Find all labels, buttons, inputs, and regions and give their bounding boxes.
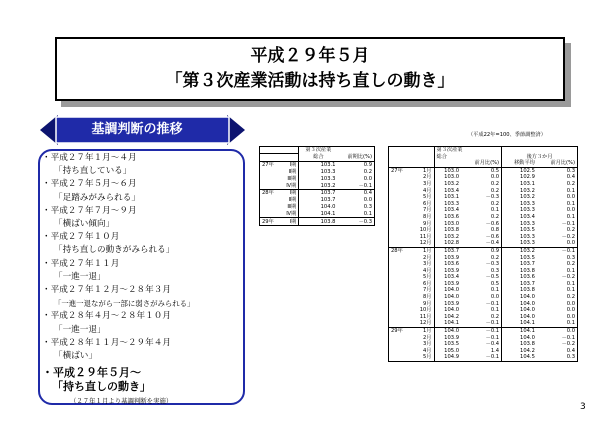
monthly-row	[389, 307, 578, 314]
assessment-period: ・平成２７年１月～４月	[42, 153, 137, 163]
row-year	[389, 268, 412, 275]
row-moving-average-change: 0.4	[566, 174, 575, 181]
row-change: 0.1	[490, 287, 500, 294]
unit-note: （平成22年=100、季節調整済）	[468, 132, 546, 138]
row-change: －0.1	[485, 300, 500, 307]
row-change: 0.0	[490, 174, 500, 181]
row-moving-average-change: －0.2	[561, 233, 575, 240]
row-value: 103.7	[299, 197, 338, 204]
row-change: 0.0	[363, 197, 372, 204]
row-quarter: Ⅳ期	[286, 182, 297, 189]
row-moving-average: 103.7	[502, 261, 537, 268]
row-moving-average: 104.0	[502, 307, 537, 314]
row-month: 9月	[423, 300, 432, 307]
row-value: 103.2	[434, 234, 461, 241]
assessment-period: ・平成２８年４月～２８年１０月	[42, 311, 171, 322]
row-year	[389, 274, 412, 281]
big-header-avg: 後方３か月	[502, 154, 578, 161]
quarterly-row	[260, 211, 375, 218]
row-change: 0.2	[490, 313, 500, 320]
monthly-row	[389, 341, 578, 348]
row-change: －0.6	[485, 233, 500, 240]
row-moving-average-change: 0.1	[566, 280, 575, 287]
monthly-row	[389, 181, 578, 188]
monthly-row	[389, 247, 578, 254]
small-header-name: 第３次産業	[299, 147, 338, 154]
row-month: 4月	[423, 187, 432, 194]
row-moving-average: 104.0	[502, 301, 537, 308]
row-moving-average-change: 0.1	[566, 320, 575, 327]
row-month: 1月	[411, 247, 434, 254]
monthly-row	[389, 294, 578, 301]
row-change: 0.0	[363, 175, 372, 182]
row-moving-average: 103.8	[502, 341, 537, 348]
row-value: 103.0	[434, 167, 461, 174]
row-moving-average: 103.5	[502, 255, 537, 262]
quarterly-row	[260, 204, 375, 211]
row-year	[389, 294, 412, 301]
row-moving-average: 102.9	[502, 174, 537, 181]
row-value: 104.1	[434, 320, 461, 327]
row-year	[389, 314, 412, 321]
row-moving-average-change: 0.4	[566, 347, 575, 354]
row-change: 0.2	[490, 180, 500, 187]
row-value: 105.0	[434, 348, 461, 355]
row-moving-average: 103.1	[502, 181, 537, 188]
row-moving-average-change: 0.2	[566, 261, 575, 268]
monthly-row	[389, 354, 578, 361]
row-month: 2月	[423, 174, 432, 181]
monthly-row	[389, 314, 578, 321]
row-year	[389, 281, 412, 288]
row-month: 3月	[423, 180, 432, 187]
row-year	[260, 176, 281, 183]
monthly-row	[389, 201, 578, 208]
small-header-change: 前期比(%)	[337, 154, 374, 162]
quarterly-table	[259, 146, 375, 226]
row-change: 0.2	[490, 254, 500, 261]
row-quarter: Ⅱ期	[288, 168, 297, 175]
assessment-judgment: 「横ばい」	[54, 351, 97, 362]
row-month: 11月	[419, 233, 432, 240]
monthly-row	[389, 174, 578, 181]
row-value: 104.9	[434, 354, 461, 361]
monthly-table	[388, 146, 578, 362]
quarterly-row	[260, 182, 375, 189]
row-month: 11月	[419, 313, 432, 320]
row-moving-average-change: －0.2	[561, 341, 575, 348]
title-line-2: 「第３次産業活動は持ち直しの動き」	[165, 71, 455, 91]
row-value: 103.4	[434, 274, 461, 281]
row-change: 0.8	[490, 227, 500, 234]
row-value: 103.7	[434, 247, 461, 254]
row-moving-average: 103.2	[502, 247, 537, 254]
current-judgment: 「持ち直しの動き」	[52, 380, 151, 394]
row-change: －0.1	[485, 354, 500, 361]
monthly-row	[389, 227, 578, 234]
assessment-judgment: 「一進一退」	[54, 324, 106, 335]
row-value: 104.1	[299, 211, 338, 218]
row-value: 103.1	[434, 194, 461, 201]
row-moving-average-change: 0.1	[566, 267, 575, 274]
row-moving-average: 104.1	[502, 320, 537, 327]
row-moving-average: 104.0	[502, 335, 537, 342]
assessment-period: ・平成２７年１０月	[42, 232, 120, 243]
row-year	[389, 261, 412, 268]
row-year	[389, 341, 412, 348]
row-change: －0.4	[485, 240, 500, 247]
row-change: －0.1	[485, 320, 500, 327]
row-value: 103.5	[434, 341, 461, 348]
row-change: 0.4	[337, 190, 374, 197]
row-value: 103.7	[299, 190, 338, 197]
row-year: 28年	[260, 190, 281, 197]
assessment-period: ・平成２７年１２月～２８年３月	[42, 285, 171, 296]
big-header-change: 前月比(%)	[461, 160, 502, 167]
row-moving-average: 102.5	[502, 167, 537, 174]
monthly-row	[389, 335, 578, 342]
row-moving-average-change: 0.1	[566, 200, 575, 207]
row-moving-average-change: 0.0	[566, 194, 575, 201]
big-header-sub: 総合	[434, 154, 502, 161]
row-year	[389, 307, 412, 314]
row-moving-average: 103.3	[502, 234, 537, 241]
row-month: 6月	[423, 200, 432, 207]
row-value: 103.9	[434, 255, 461, 262]
title-box	[55, 37, 565, 101]
monthly-row	[389, 167, 578, 174]
row-value: 103.9	[434, 268, 461, 275]
row-change: 0.2	[363, 168, 372, 175]
quarterly-row	[260, 162, 375, 169]
row-month: 5月	[423, 194, 432, 201]
row-value: 103.6	[434, 214, 461, 221]
row-change: 0.5	[490, 167, 500, 174]
row-quarter: Ⅳ期	[286, 210, 297, 217]
row-change: 0.1	[363, 210, 372, 217]
monthly-row	[389, 274, 578, 281]
row-month: 2月	[423, 334, 432, 341]
row-year	[260, 182, 281, 189]
row-change: －0.1	[485, 334, 500, 341]
row-change: 0.2	[490, 200, 500, 207]
row-year	[389, 354, 412, 361]
row-year	[260, 197, 281, 204]
row-value: 104.0	[299, 204, 338, 211]
row-moving-average-change: 0.3	[566, 354, 575, 361]
title-line-1: 平成２９年５月	[250, 46, 370, 66]
assessment-period: ・平成２７年１１月	[42, 258, 120, 269]
row-quarter: Ⅰ期	[289, 162, 297, 169]
row-year	[389, 174, 412, 181]
row-moving-average-change: 0.0	[566, 313, 575, 320]
row-moving-average-change: 0.3	[566, 254, 575, 261]
row-value: 103.3	[299, 169, 338, 176]
row-moving-average-change: 0.0	[566, 300, 575, 307]
row-year: 29年	[260, 218, 281, 226]
row-change: －0.3	[485, 194, 500, 201]
row-change: 0.2	[490, 187, 500, 194]
row-value: 104.0	[434, 307, 461, 314]
row-moving-average-change: 0.2	[566, 180, 575, 187]
row-month: 1月	[411, 328, 434, 335]
row-value: 103.6	[434, 261, 461, 268]
row-quarter: Ⅰ期	[280, 190, 298, 197]
row-change: －0.3	[485, 261, 500, 268]
row-moving-average-change: 0.0	[537, 328, 578, 335]
row-change: 0.2	[490, 213, 500, 220]
big-header-name: 第３次産業	[434, 147, 502, 154]
row-value: 103.4	[434, 188, 461, 195]
monthly-row	[389, 255, 578, 262]
row-change: 0.3	[490, 267, 500, 274]
monthly-row	[389, 188, 578, 195]
row-value: 103.9	[434, 335, 461, 342]
row-month: 1月	[423, 167, 432, 174]
row-year	[260, 169, 281, 176]
row-month: 6月	[423, 280, 432, 287]
row-year: 27年	[391, 167, 403, 174]
row-quarter: Ⅱ期	[288, 197, 297, 204]
row-moving-average-change: 0.3	[566, 167, 575, 174]
row-moving-average: 103.8	[502, 268, 537, 275]
row-quarter: Ⅲ期	[287, 203, 297, 210]
row-moving-average: 103.4	[502, 214, 537, 221]
big-header-avg2: 移動平均	[502, 160, 537, 167]
row-month: 7月	[423, 207, 432, 214]
row-year	[389, 188, 412, 195]
row-month: 7月	[423, 287, 432, 294]
row-value: 102.8	[434, 240, 461, 247]
row-year	[389, 227, 412, 234]
row-moving-average-change: 0.0	[566, 240, 575, 247]
row-year	[389, 201, 412, 208]
row-year: 27年	[262, 162, 274, 169]
row-quarter: Ⅰ期	[280, 218, 298, 226]
row-value: 103.3	[299, 176, 338, 183]
row-moving-average-change: 0.1	[566, 213, 575, 220]
monthly-row	[389, 261, 578, 268]
monthly-row	[389, 281, 578, 288]
row-change: －0.1	[461, 328, 502, 335]
row-year	[389, 194, 412, 201]
assessment-judgment: 「持ち直しの動きがみられる」	[54, 245, 175, 256]
row-month: 8月	[423, 294, 432, 301]
assessment-judgment: 「横ばい傾向」	[54, 219, 115, 230]
row-moving-average-change: 0.2	[566, 294, 575, 301]
row-change: 0.3	[363, 203, 372, 210]
row-year	[389, 221, 412, 228]
row-value: 103.8	[299, 218, 338, 226]
row-moving-average: 104.1	[502, 328, 537, 335]
row-month: 4月	[423, 267, 432, 274]
row-moving-average-change: －0.1	[561, 334, 575, 341]
row-moving-average: 103.2	[502, 194, 537, 201]
row-value: 103.3	[434, 201, 461, 208]
monthly-row	[389, 287, 578, 294]
row-moving-average: 103.3	[502, 207, 537, 214]
row-change: －0.5	[485, 274, 500, 281]
row-change: 0.9	[461, 247, 502, 254]
row-moving-average-change: 0.0	[566, 207, 575, 214]
small-header-sub: 総合	[299, 154, 338, 162]
monthly-row	[389, 328, 578, 335]
row-change: 0.9	[363, 162, 372, 169]
assessment-judgment: 「一進一退ながら一部に弱さがみられる」	[54, 299, 195, 309]
row-moving-average: 104.2	[502, 348, 537, 355]
big-header-change2: 前月比(%)	[537, 160, 578, 167]
row-year	[389, 320, 412, 327]
assessment-note: （２７年１月より基調判断を実施）	[70, 397, 173, 406]
row-year	[389, 335, 412, 342]
row-month: 4月	[423, 347, 432, 354]
row-year	[389, 255, 412, 262]
row-value: 103.4	[434, 207, 461, 214]
row-year	[389, 234, 412, 241]
quarterly-row	[260, 169, 375, 176]
row-month: 5月	[423, 354, 432, 361]
assessment-judgment: 「持ち直している」	[54, 166, 132, 177]
assessment-period: ・平成２８年１１月～２９年４月	[42, 337, 171, 348]
row-value: 103.2	[299, 182, 338, 189]
row-year	[389, 181, 412, 188]
row-moving-average: 103.8	[502, 287, 537, 294]
monthly-row	[389, 348, 578, 355]
row-moving-average: 103.3	[502, 221, 537, 228]
quarterly-row	[260, 218, 375, 226]
row-month: 3月	[423, 341, 432, 348]
row-value: 103.8	[434, 227, 461, 234]
row-year: 29年	[389, 328, 412, 335]
assessment-list	[42, 152, 238, 407]
monthly-row	[389, 234, 578, 241]
assessment-period: ・平成２７年５月～６月	[42, 179, 137, 190]
monthly-row	[389, 221, 578, 228]
row-month: 12月	[419, 240, 432, 247]
row-month: 8月	[423, 213, 432, 220]
row-year	[389, 287, 412, 294]
row-year: 28年	[389, 247, 412, 254]
quarterly-row	[260, 197, 375, 204]
page-number: 3	[580, 402, 586, 412]
row-value: 103.2	[434, 181, 461, 188]
row-year	[389, 240, 412, 247]
row-value: 104.0	[434, 287, 461, 294]
row-value: 103.9	[434, 301, 461, 308]
assessment-judgment: 「一進一退」	[54, 271, 106, 282]
row-month: 5月	[423, 274, 432, 281]
row-change: 1.4	[490, 347, 500, 354]
row-month: 12月	[419, 320, 432, 327]
row-year	[260, 204, 281, 211]
row-quarter: Ⅲ期	[287, 175, 297, 182]
row-change: 0.1	[490, 307, 500, 314]
row-moving-average: 103.6	[502, 274, 537, 281]
row-value: 103.0	[434, 221, 461, 228]
row-moving-average-change: －0.2	[561, 274, 575, 281]
row-moving-average-change: 0.2	[566, 227, 575, 234]
row-month: 2月	[423, 254, 432, 261]
row-year	[389, 348, 412, 355]
row-change: 0.1	[490, 207, 500, 214]
row-value: 103.9	[434, 281, 461, 288]
row-moving-average-change: －0.1	[537, 247, 578, 254]
row-year	[389, 207, 412, 214]
row-value: 103.0	[434, 174, 461, 181]
row-change: －0.6	[485, 220, 500, 227]
row-month: 9月	[423, 220, 432, 227]
row-value: 104.0	[434, 294, 461, 301]
row-moving-average: 103.3	[502, 240, 537, 247]
quarterly-row	[260, 190, 375, 197]
row-month: 10月	[419, 227, 432, 234]
row-change: －0.3	[337, 218, 374, 226]
row-change: －0.1	[358, 182, 372, 189]
assessment-heading: 基調判断の推移	[91, 122, 183, 137]
row-moving-average: 103.3	[502, 201, 537, 208]
row-change: 0.5	[490, 280, 500, 287]
row-month: 3月	[423, 261, 432, 268]
assessment-period: ・平成２７年７月～９月	[42, 205, 137, 216]
row-year	[389, 214, 412, 221]
row-value: 103.1	[299, 162, 338, 169]
monthly-row	[389, 194, 578, 201]
row-change: －0.4	[485, 341, 500, 348]
assessment-judgment: 「足踏みがみられる」	[54, 192, 140, 203]
monthly-row	[389, 240, 578, 247]
row-value: 104.2	[434, 314, 461, 321]
row-moving-average-change: 0.1	[566, 287, 575, 294]
row-moving-average: 104.0	[502, 294, 537, 301]
monthly-row	[389, 320, 578, 327]
row-value: 104.0	[434, 328, 461, 335]
quarterly-table-body	[260, 162, 375, 226]
row-year	[389, 301, 412, 308]
row-moving-average-change: －0.1	[561, 220, 575, 227]
row-moving-average: 103.5	[502, 227, 537, 234]
monthly-row	[389, 214, 578, 221]
row-moving-average: 104.5	[502, 354, 537, 361]
quarterly-row	[260, 176, 375, 183]
row-year	[260, 211, 281, 218]
current-period: ・平成２９年５月～	[42, 366, 141, 380]
row-moving-average: 103.7	[502, 281, 537, 288]
monthly-row	[389, 301, 578, 308]
row-moving-average-change: 0.1	[566, 187, 575, 194]
row-moving-average: 103.2	[502, 188, 537, 195]
row-moving-average: 104.0	[502, 314, 537, 321]
row-month: 10月	[419, 307, 432, 314]
monthly-table-body	[389, 167, 578, 361]
row-moving-average-change: 0.0	[566, 307, 575, 314]
monthly-row	[389, 207, 578, 214]
row-change: 0.0	[490, 294, 500, 301]
monthly-row	[389, 268, 578, 275]
